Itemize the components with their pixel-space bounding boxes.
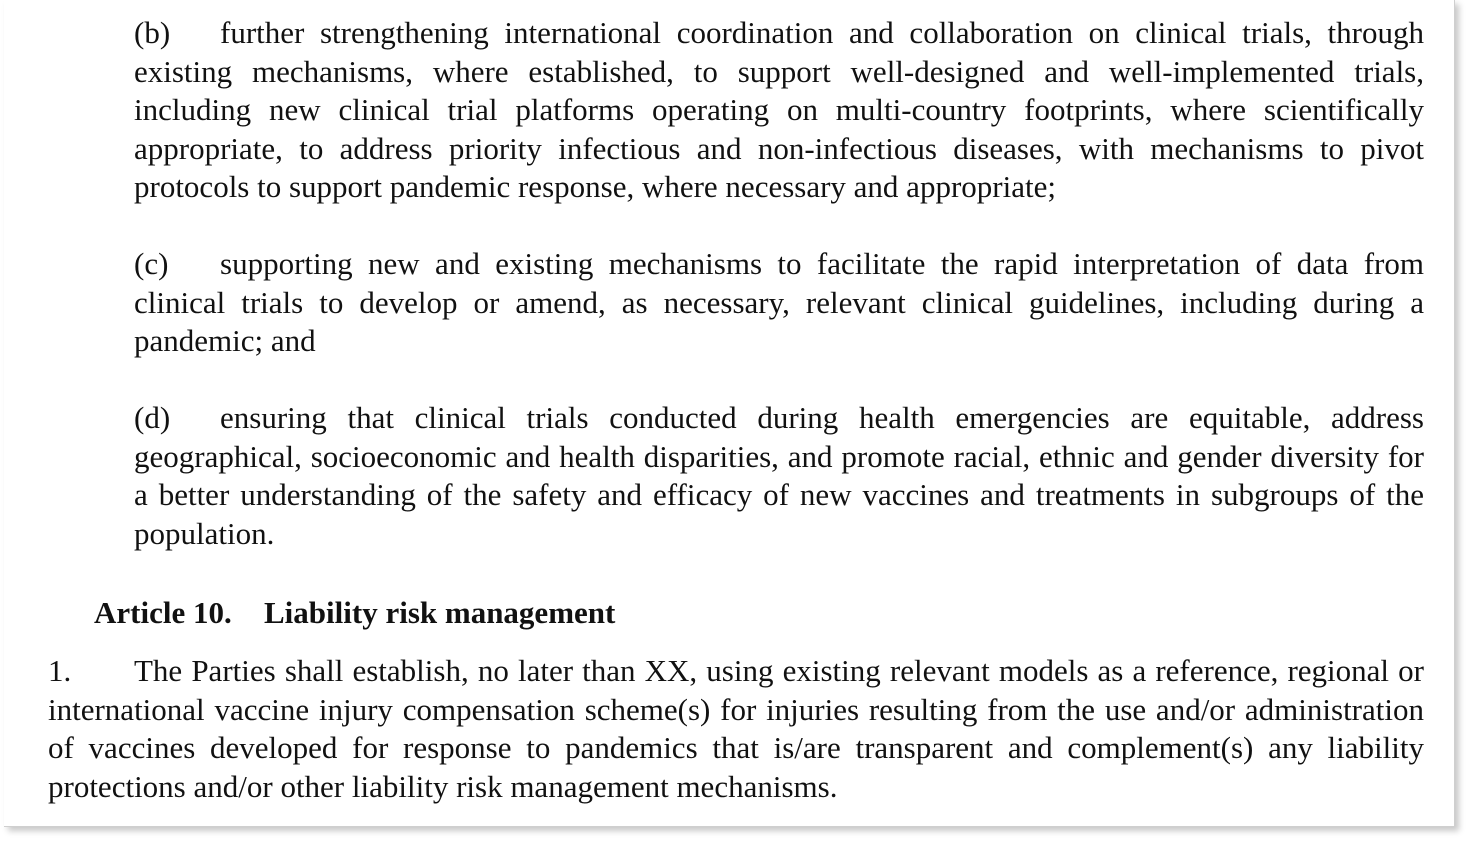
list-item-text: supporting new and existing mechanisms to facilitate the rapid interpretation of data from clinical trials to develop or amend, as necessary, relevant clinical guidelines, including during a pandemic; and (134, 246, 1424, 359)
list-item-c (134, 245, 1424, 361)
list-item-d (134, 399, 1424, 553)
paragraph-text: The Parties shall establish, no later than XX, using existing relevant models as a reference, regional or international vaccine injury compensation scheme(s) for injuries resulting from the use and/or administration of vaccines developed for response to pandemics that is/are transparent and complement(s) any liability protections and/or other liability risk management mechanisms. (48, 653, 1424, 804)
list-item-text: ensuring that clinical trials conducted during health emergencies are equitable, address geographical, socioeconomic and health disparities, and promote racial, ethnic and gender diversity for a better understanding of the safety and efficacy of new vaccines and treatments in subgroups of the population. (134, 400, 1424, 551)
document-page (4, 0, 1455, 827)
article-number: Article 10. (94, 595, 232, 630)
article-heading (94, 594, 615, 632)
list-item-label: (d) (134, 400, 171, 435)
article-title: Liability risk management (264, 595, 616, 630)
paragraph-number: 1. (48, 653, 72, 688)
list-item-label: (c) (134, 246, 169, 281)
list-item-text: further strengthening international coordination and collaboration on clinical trials, through existing mechanisms, where established, to support well-designed and well-implemented trials, including new clinical trial platforms operating on multi-country footprints, where scientifically appropriate, to address priority infectious and non-infectious diseases, with mechanisms to pivot protocols to support pandemic response, where necessary and appropriate; (134, 15, 1424, 205)
list-item-b (134, 14, 1424, 207)
article-paragraph-1 (48, 652, 1424, 806)
list-item-label: (b) (134, 15, 171, 50)
